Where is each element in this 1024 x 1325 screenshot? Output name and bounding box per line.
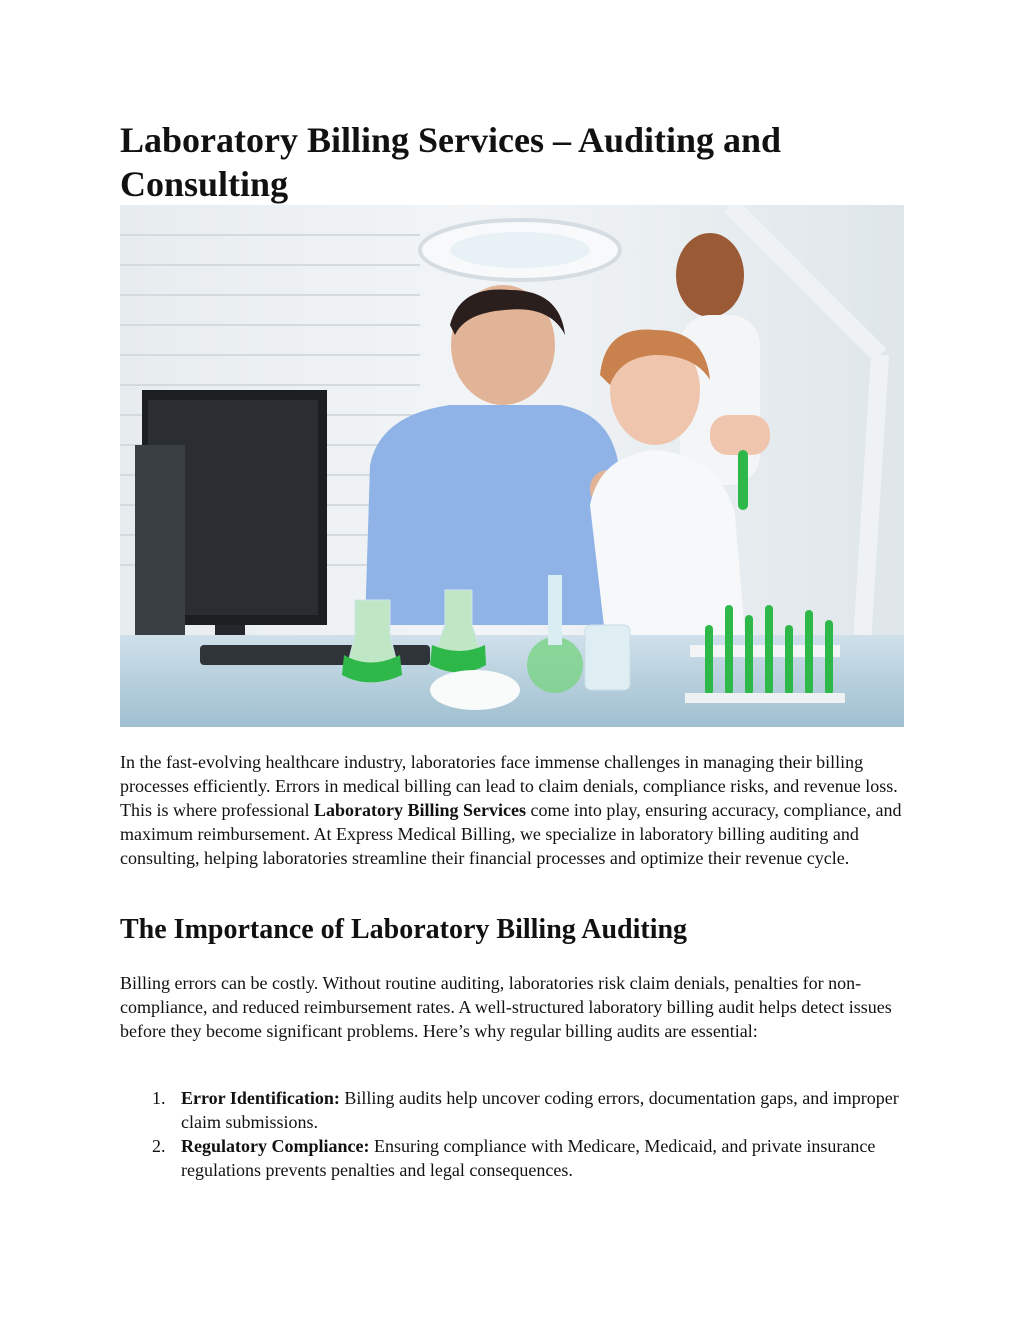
list-item	[120, 1086, 910, 1134]
list-item-term: Regulatory Compliance:	[181, 1136, 370, 1156]
intro-paragraph	[120, 750, 910, 870]
list-item-number: 1.	[152, 1088, 166, 1108]
laboratory-photo	[120, 205, 904, 727]
page-title: Laboratory Billing Services – Auditing and Consulting	[120, 120, 782, 204]
list-item-number: 2.	[152, 1136, 166, 1156]
intro-bold-term: Laboratory Billing Services	[313, 800, 526, 820]
reasons-list	[120, 1086, 910, 1182]
section-heading: The Importance of Laboratory Billing Auditing	[120, 914, 688, 945]
list-item	[120, 1134, 910, 1182]
list-item-text: Ensuring compliance with Medicare, Medicaid, and private insurance regulations prevents penalties and legal consequences.	[181, 1136, 876, 1180]
intro-text-start: In the fast-evolving healthcare industry, laboratories face immense challenges in managing their billing processes efficiently. Errors in medical billing can lead to claim denials, compliance risks, and revenue loss. This is where professional	[120, 752, 898, 820]
section-paragraph: Billing errors can be costly. Without routine auditing, laboratories risk claim denials, penalties for non-compliance, and reduced reimbursement rates. A well-structured laboratory billing audit helps detect issues before they become significant problems. Here’s why regular billing audits are essential:	[120, 973, 892, 1041]
list-item-term: Error Identification:	[181, 1088, 340, 1108]
list-item-text: Billing audits help uncover coding errors, documentation gaps, and improper claim submissions.	[181, 1088, 899, 1132]
intro-text-end: come into play, ensuring accuracy, compliance, and maximum reimbursement. At Express Medical Billing, we specialize in laboratory billing auditing and consulting, helping laboratories streamline their financial processes and optimize their revenue cycle.	[120, 800, 902, 868]
